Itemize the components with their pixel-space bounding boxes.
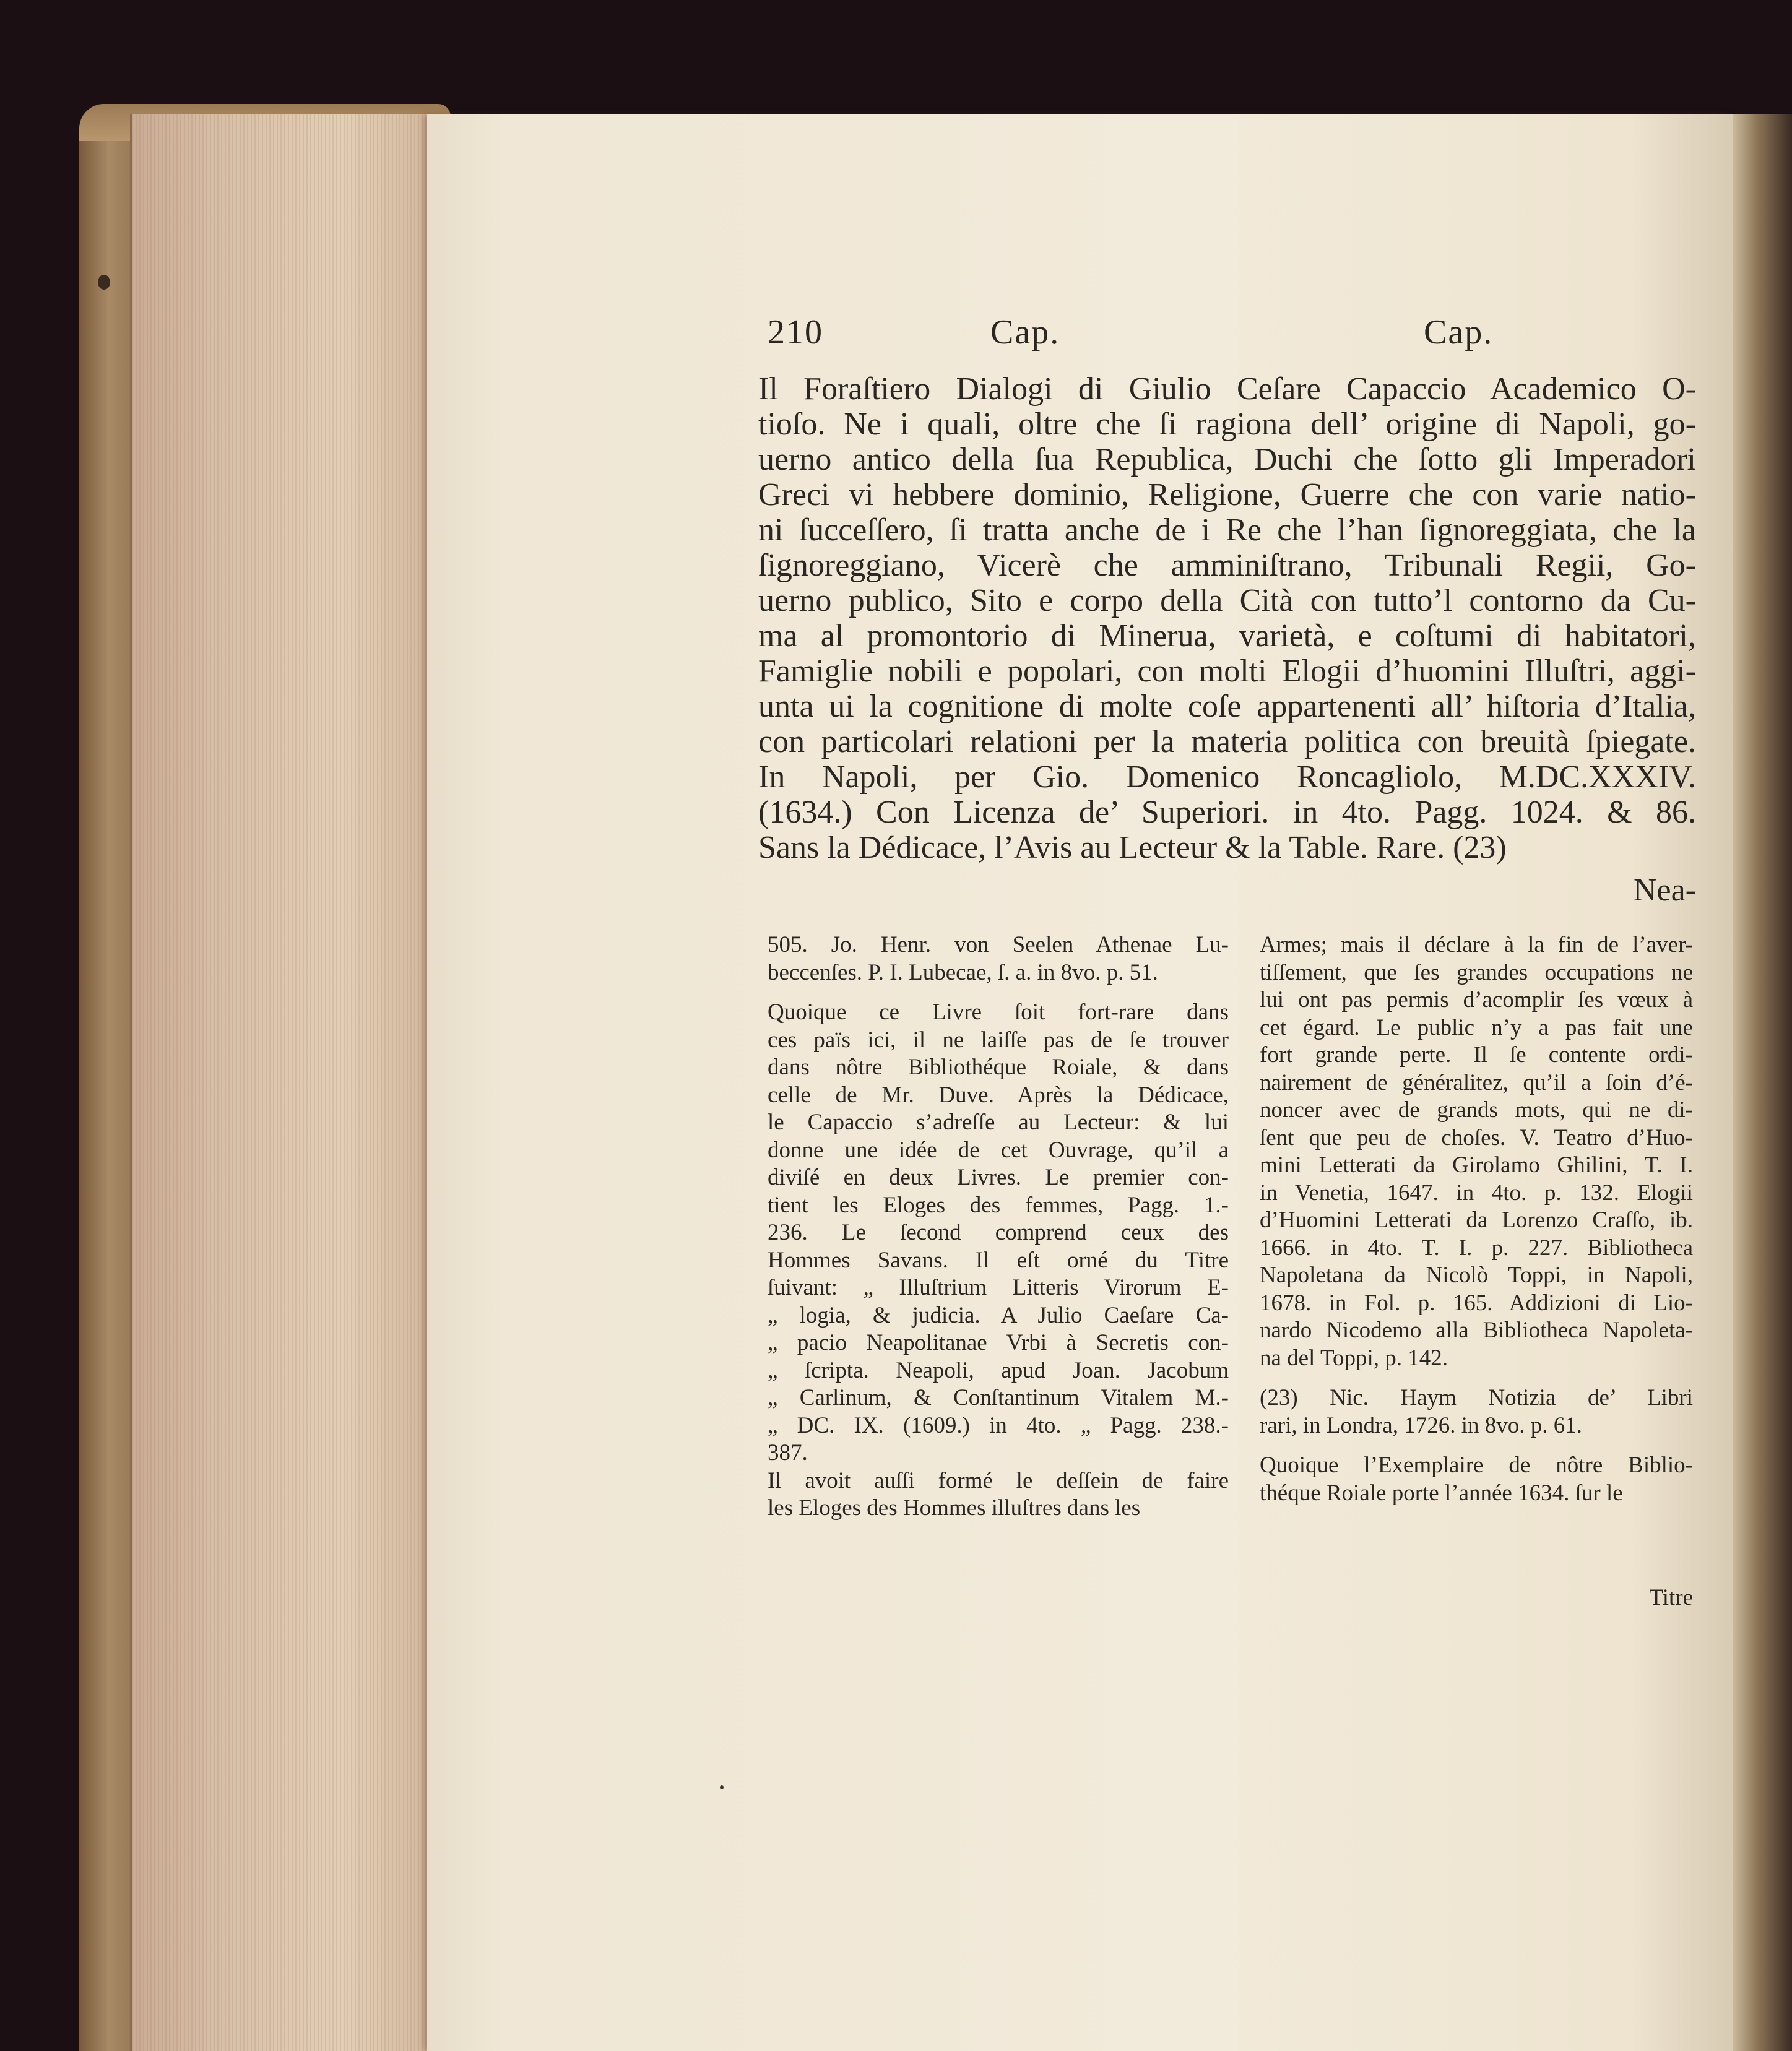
right-column-line: Armes; mais il déclare à la fin de l’aver-	[1260, 932, 1693, 957]
entry-line: uerno publico, Sito e corpo della Cità con tutto’l contorno da Cu-	[758, 583, 1696, 618]
right-column-line: Napoletana da Nicolò Toppi, in Napoli,	[1260, 1263, 1693, 1288]
left-column-line: Quoique ce Livre ſoit fort-rare dans	[768, 1000, 1229, 1025]
left-column-line: 505. Jo. Henr. von Seelen Athenae Lu-	[768, 932, 1229, 957]
entry-line: Greci vi hebbere dominio, Religione, Guerre che con varie natio-	[758, 477, 1696, 512]
running-head-right: Cap.	[1424, 313, 1494, 352]
left-column-line: 387.	[768, 1440, 808, 1466]
page-gutter	[1733, 114, 1792, 2051]
entry-line: ſignoreggiano, Vicerè che amminiſtrano, Tribunali Regii, Go-	[758, 548, 1696, 583]
ink-speck	[720, 1785, 724, 1789]
right-column-line: mini Letterati da Girolamo Ghilini, T. I.	[1260, 1152, 1693, 1178]
left-column-line: le Capaccio s’adreſſe au Lecteur: & lui	[768, 1110, 1229, 1135]
left-column-line: „ DC. IX. (1609.) in 4to. „ Pagg. 238.-	[768, 1412, 1229, 1438]
left-column-line: „ Carlinum, & Conſtantinum Vitalem M.-	[768, 1385, 1229, 1410]
running-head-center: Cap.	[990, 313, 1060, 352]
right-column-paragraph-gap	[1260, 1440, 1693, 1452]
bibliographic-entry	[758, 371, 1696, 865]
page-number: 210	[768, 313, 823, 352]
entry-line: Il Foraſtiero Dialogi di Giulio Ceſare Capaccio Academico O-	[758, 371, 1696, 407]
right-column-line: lui ont pas permis d’acomplir ſes vœux à	[1260, 987, 1693, 1013]
entry-line: Famiglie nobili e popolari, con molti Elogii d’huomini Illuſtri, aggi-	[758, 654, 1696, 689]
entry-line: con particolari relationi per la materia politica con breuità ſpiegate.	[758, 724, 1696, 759]
left-column-line: ſuivant: „ Illuſtrium Litteris Virorum E-	[768, 1275, 1229, 1300]
right-column-line: (23) Nic. Haym Notizia de’ Libri	[1260, 1385, 1693, 1410]
left-column-line: ces païs ici, il ne laiſſe pas de ſe trouver	[768, 1027, 1229, 1053]
right-column-line: rari, in Londra, 1726. in 8vo. p. 61.	[1260, 1412, 1582, 1438]
left-column	[768, 931, 1229, 1522]
left-column-line: „ ſcripta. Neapoli, apud Joan. Jacobum	[768, 1357, 1229, 1383]
right-column-line: nairement de généralitez, qu’il a ſoin d’é-	[1260, 1069, 1693, 1095]
right-column-line: Quoique l’Exemplaire de nôtre Biblio-	[1260, 1453, 1693, 1478]
right-column-line: 1666. in 4to. T. I. p. 227. Bibliotheca	[1260, 1235, 1693, 1261]
left-column-line: 236. Le ſecond comprend ceux des	[768, 1220, 1229, 1245]
right-column-line: in Venetia, 1647. in 4to. p. 132. Elogii	[1260, 1180, 1693, 1206]
catchword-top: Nea-	[1633, 873, 1696, 908]
entry-line: In Napoli, per Gio. Domenico Roncagliolo, M.DC.XXXIV.	[758, 759, 1696, 795]
right-column-line: d’Huomini Letterati da Lorenzo Craſſo, ib.	[1260, 1207, 1693, 1233]
right-column-line: noncer avec de grands mots, qui ne di-	[1260, 1097, 1693, 1123]
right-column-line: tiſſement, que ſes grandes occupations ne	[1260, 959, 1693, 985]
left-column-line: les Eloges des Hommes illuſtres dans les	[768, 1495, 1141, 1521]
catchword-bottom: Titre	[1649, 1585, 1693, 1610]
entry-line: ma al promontorio di Minerua, varietà, e coſtumi di habitatori,	[758, 618, 1696, 654]
left-column-line: Il avoit auſſi formé le deſſein de faire	[768, 1467, 1229, 1493]
left-column-line: diviſé en deux Livres. Le premier con-	[768, 1165, 1229, 1190]
entry-line: (1634.) Con Licenza de’ Superiori. in 4to. Pagg. 1024. & 86.	[758, 795, 1696, 830]
right-column-line: cet égard. Le public n’y a pas fait une	[1260, 1014, 1693, 1040]
left-column-line: „ logia, & judicia. A Julio Caeſare Ca-	[768, 1302, 1229, 1328]
right-column-line: fort grande perte. Il ſe contente ordi-	[1260, 1042, 1693, 1068]
left-column-line: tient les Eloges des femmes, Pagg. 1.-	[768, 1192, 1229, 1218]
left-column-line: donne une idée de cet Ouvrage, qu’il a	[768, 1137, 1229, 1163]
right-column-paragraph-gap	[1260, 1372, 1693, 1384]
left-column-line: celle de Mr. Duve. Après la Dédicace,	[768, 1082, 1229, 1108]
right-column-line: nardo Nicodemo alla Bibliotheca Napoleta-	[1260, 1318, 1693, 1343]
entry-line: Sans la Dédicace, l’Avis au Lecteur & la Table. Rare. (23)	[758, 830, 1507, 865]
left-column-line: Hommes Savans. Il eſt orné du Titre	[768, 1247, 1229, 1273]
entry-line: tioſo. Ne i quali, oltre che ſi ragiona dell’ origine di Napoli, go-	[758, 407, 1696, 442]
entry-line: uerno antico della ſua Republica, Duchi che ſotto gli Imperadori	[758, 442, 1696, 477]
right-column-line: ſent que peu de choſes. V. Teatro d’Huo-	[1260, 1125, 1693, 1151]
left-column-line: beccenſes. P. I. Lubecae, ſ. a. in 8vo. p. 51.	[768, 959, 1158, 985]
entry-line: unta ui la cognitione di molte coſe appartenenti all’ hiſtoria d’Italia,	[758, 689, 1696, 724]
cover-stud-icon	[98, 275, 110, 290]
entry-line: ni ſucceſſero, ſi tratta anche de i Re che l’han ſignoreggiata, che la	[758, 512, 1696, 548]
right-column	[1260, 931, 1693, 1507]
left-column-line: dans nôtre Bibliothéque Roiale, & dans	[768, 1055, 1229, 1080]
left-column-line: „ pacio Neapolitanae Vrbi à Secretis con-	[768, 1330, 1229, 1355]
right-column-line: na del Toppi, p. 142.	[1260, 1345, 1448, 1371]
page-block-edge	[130, 114, 435, 2051]
right-column-line: 1678. in Fol. p. 165. Addizioni di Lio-	[1260, 1290, 1693, 1316]
left-column-paragraph-gap	[768, 987, 1229, 999]
right-column-line: théque Roiale porte l’année 1634. ſur le	[1260, 1480, 1623, 1506]
